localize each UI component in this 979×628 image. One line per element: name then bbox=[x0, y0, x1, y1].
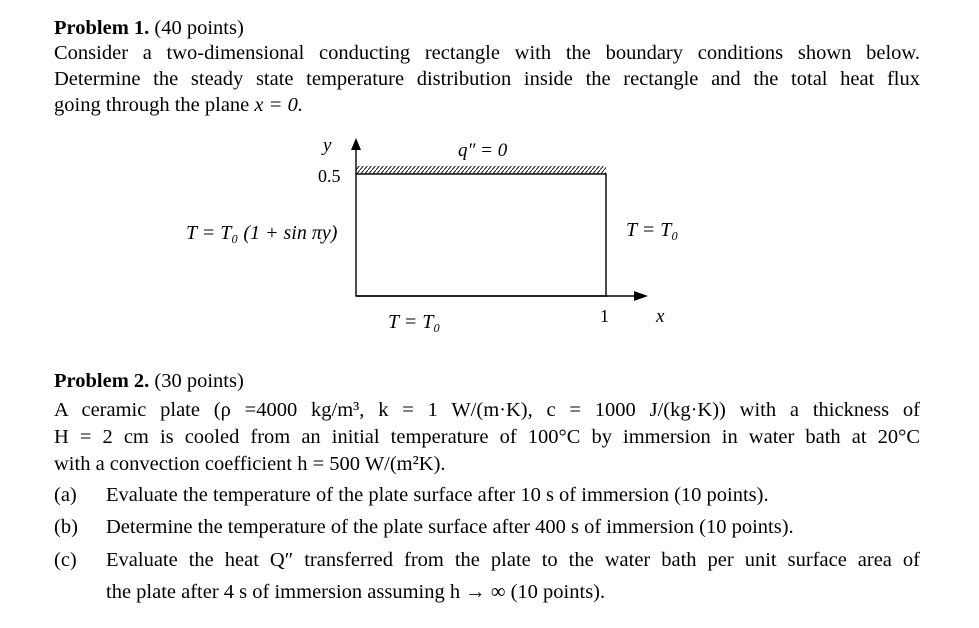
x-tick-label: 1 bbox=[600, 306, 609, 326]
y-axis-label: y bbox=[323, 135, 332, 156]
problem2-heading: Problem 2. bbox=[54, 370, 150, 392]
right-boundary-condition: T = T₀ bbox=[626, 219, 679, 241]
list-item-text: Determine the temperature of the plate surface after 400 s of immersion (10 points). bbox=[106, 516, 794, 538]
problem1-line2: Determine the steady state temperature distribution inside the rectangle and the total heat flux bbox=[54, 68, 920, 90]
list-item-mark: (a) bbox=[54, 484, 77, 506]
problem2-line1: A ceramic plate (ρ =4000 kg/m³, k = 1 W/(m·K), c = 1000 J/(kg·K)) with a thickness of bbox=[54, 399, 920, 421]
list-item-mark: (b) bbox=[54, 516, 78, 538]
list-item-text: Evaluate the temperature of the plate surface after 10 s of immersion (10 points). bbox=[106, 484, 769, 506]
problem2-line2: H = 2 cm is cooled from an initial temperature of 100°C by immersion in water bath at 20°C bbox=[54, 426, 920, 448]
list-item-mark: (c) bbox=[54, 549, 77, 571]
problem2-points: (30 points) bbox=[154, 370, 244, 392]
y-axis-arrowhead bbox=[351, 138, 361, 150]
bottom-boundary-condition: T = T₀ bbox=[388, 311, 441, 333]
x-axis-arrowhead bbox=[634, 291, 648, 301]
list-item-continuation: the plate after 4 s of immersion assuming h → ∞ (10 points). bbox=[106, 581, 606, 603]
list-item-text: Evaluate the heat Q″ transferred from the plate to the water bath per unit surface area of bbox=[106, 549, 920, 571]
problem1-heading: Problem 1. bbox=[54, 17, 150, 39]
x-axis-label: x bbox=[656, 306, 665, 327]
problem2-line3: with a convection coefficient h = 500 W/(m²K). bbox=[54, 453, 446, 475]
insulated-boundary-hatch bbox=[356, 166, 606, 174]
problem2-title bbox=[54, 368, 244, 394]
problem1-points: (40 points) bbox=[154, 17, 244, 39]
conducting-rectangle bbox=[356, 174, 606, 296]
problem1-line1: Consider a two-dimensional conducting rectangle with the boundary conditions shown below. bbox=[54, 42, 920, 64]
top-boundary-condition: q″ = 0 bbox=[458, 140, 508, 161]
left-boundary-condition: T = T₀ (1 + sin πy) bbox=[186, 222, 338, 244]
problem1-line3-post: = 0. bbox=[263, 94, 303, 116]
problem1-line3-pre: going through the plane bbox=[54, 94, 255, 116]
problem1-line3-var: x bbox=[254, 94, 264, 116]
y-tick-label: 0.5 bbox=[318, 166, 341, 186]
